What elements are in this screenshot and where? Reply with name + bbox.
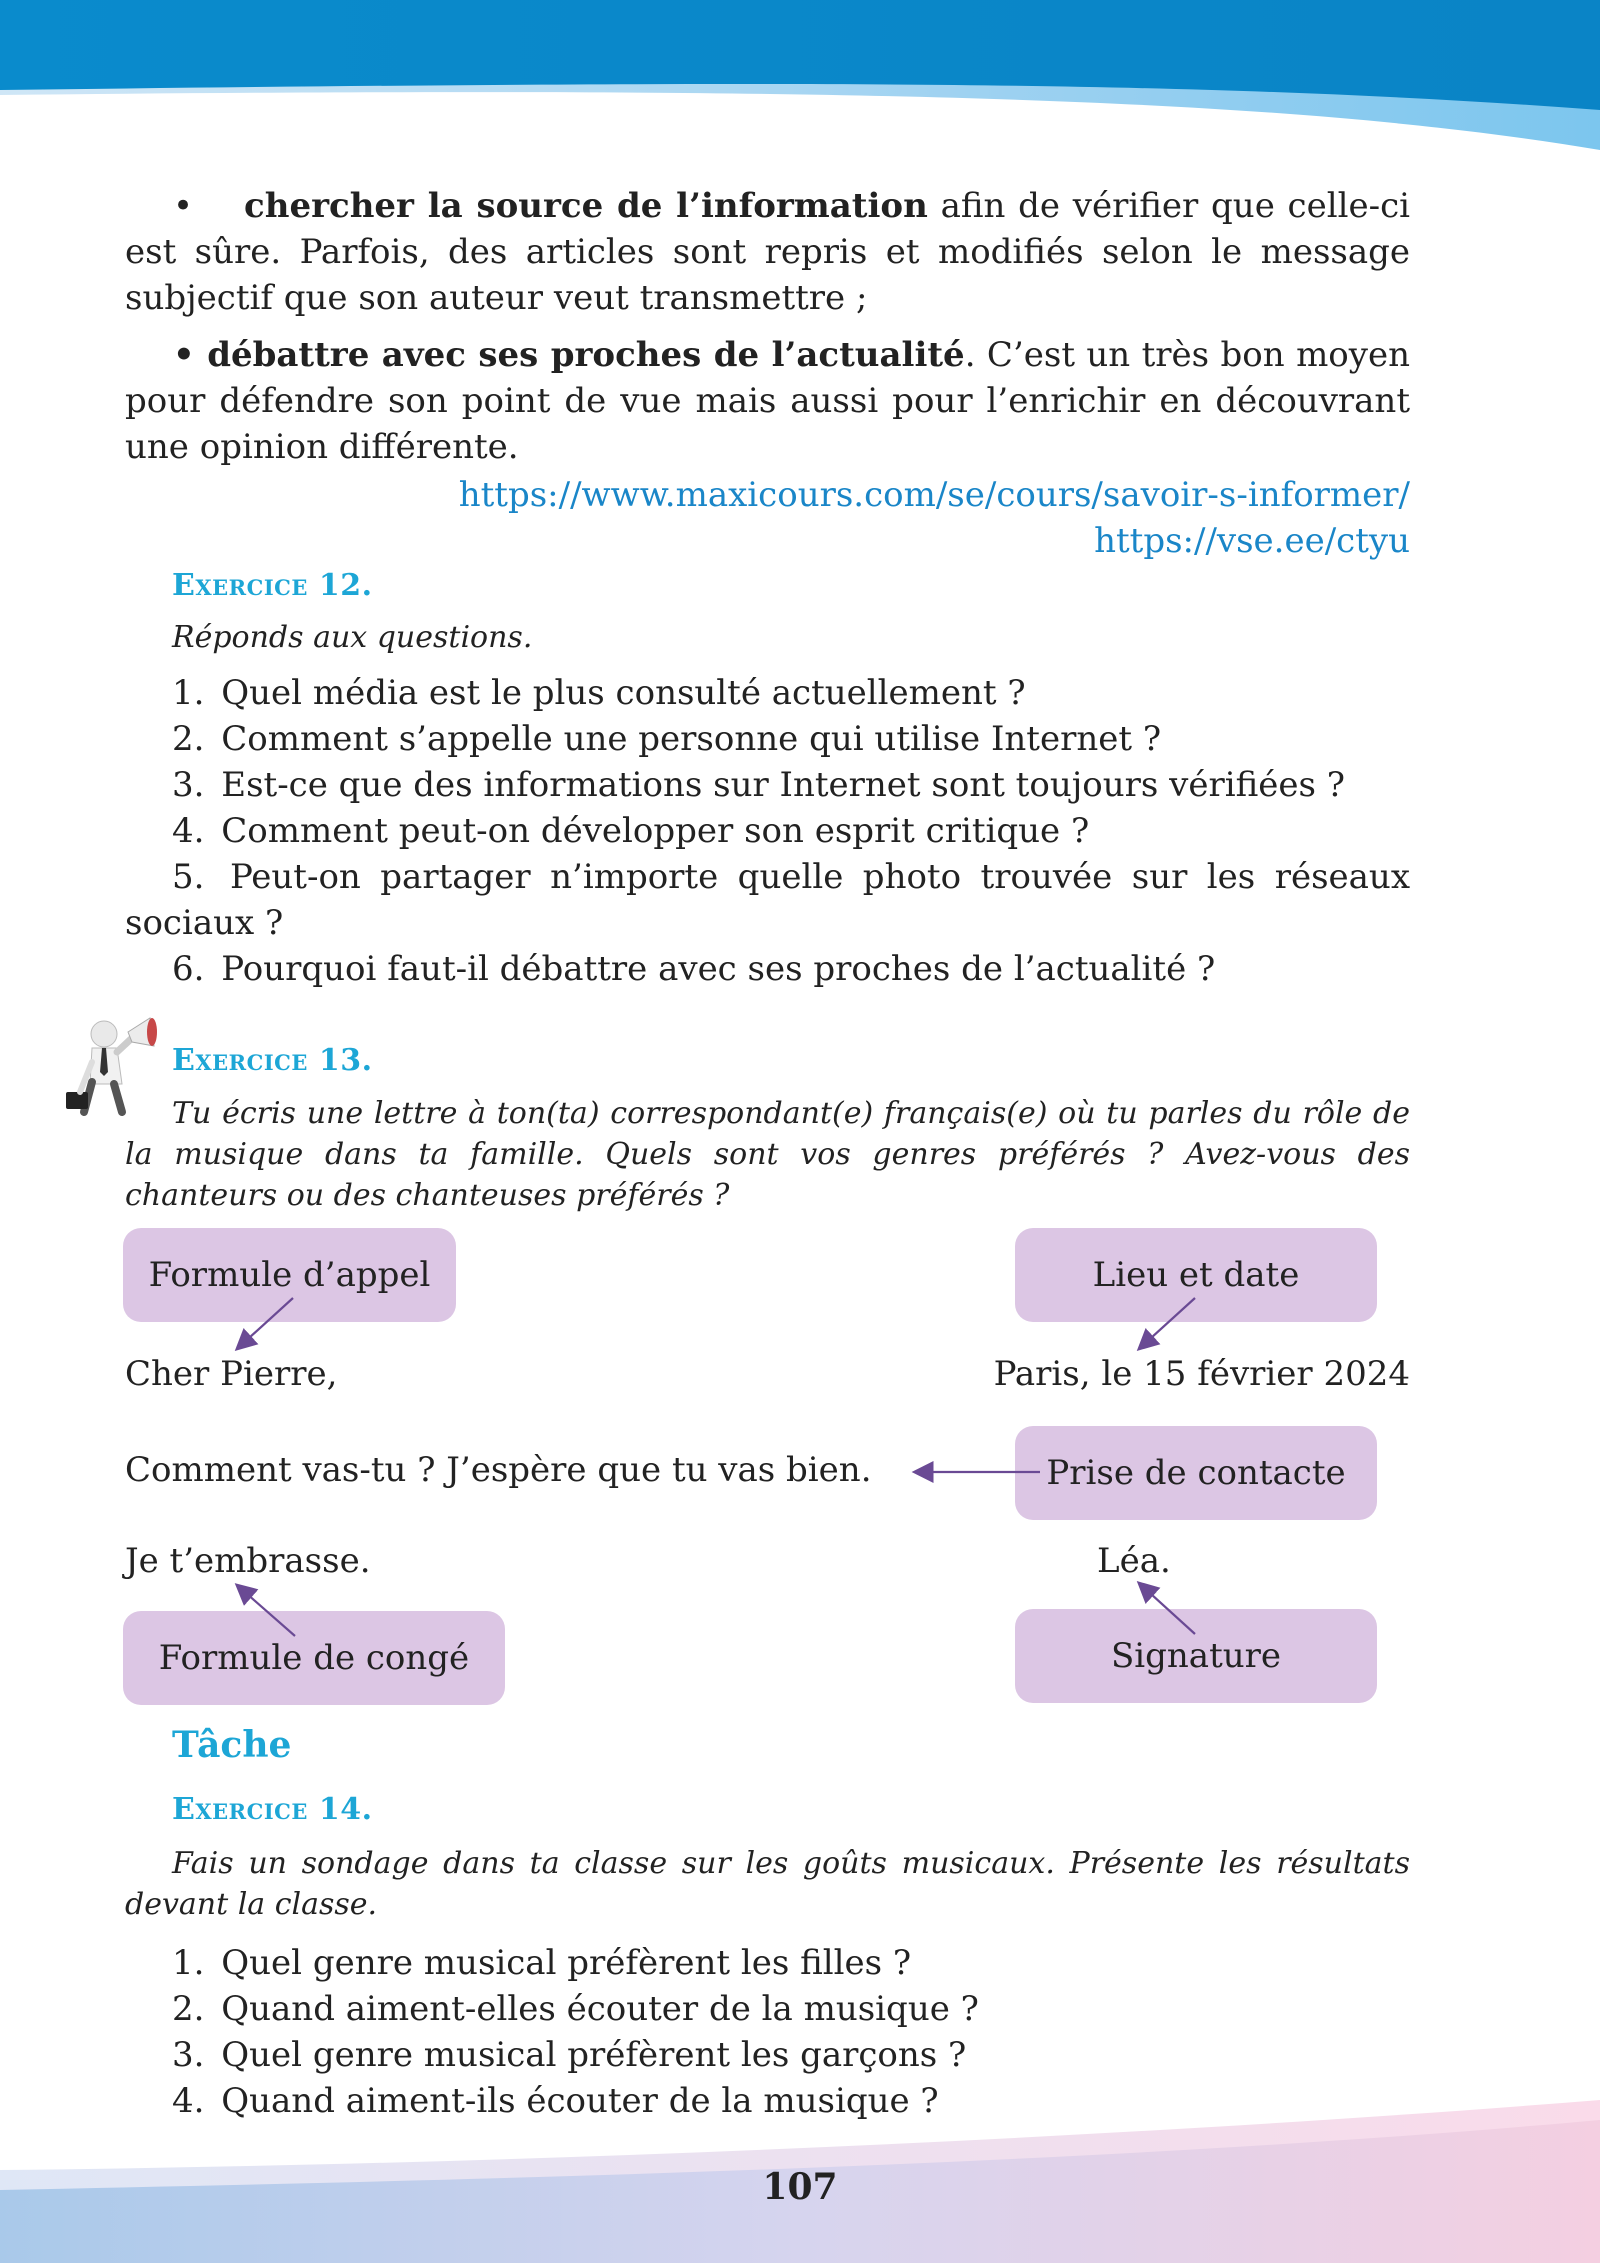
exercise-14-instruction: Fais un sondage dans ta classe sur les goûts musicaux. Présente les résultats devant la classe. xyxy=(125,1846,1410,1922)
exercise-12-instruction: Réponds aux questions. xyxy=(172,620,533,655)
exercise-12-title: Exercice 12. xyxy=(172,568,373,603)
exercise-13-instruction: Tu écris une lettre à ton(ta) correspondant(e) français(e) où tu parles du rôle de la musique dans ta famille. Quels sont vos genres préférés ? Avez-vous des chanteurs ou des chanteuses préférés ? xyxy=(125,1096,1410,1213)
list-item: 2. Comment s’appelle une personne qui utilise Internet ? xyxy=(172,719,1162,759)
bullet1-text: afin de vérifier que celle-ci est sûre. Parfois, des articles sont repris et modifiés selon le message subjectif que son auteur veut transmettre ; xyxy=(125,186,1410,318)
list-item: 6. Pourquoi faut-il débattre avec ses proches de l’actualité ? xyxy=(172,949,1216,989)
letter-signature: Léa. xyxy=(1097,1541,1171,1581)
list-item: 5. Peut-on partager n’importe quelle photo trouvée sur les réseaux sociaux ? xyxy=(125,857,1411,943)
exercise-14-title: Exercice 14. xyxy=(172,1792,373,1827)
bullet1-bold: chercher la source de l’information xyxy=(244,186,928,226)
letter-contact: Comment vas-tu ? J’espère que tu vas bien. xyxy=(125,1450,872,1490)
list-item: 3. Quel genre musical préfèrent les garçons ? xyxy=(172,2035,967,2075)
bullet-dot: • xyxy=(173,186,245,226)
tache-heading: Tâche xyxy=(172,1724,292,1766)
list-item: 3. Est-ce que des informations sur Internet sont toujours vérifiées ? xyxy=(172,765,1345,805)
label-signature: Signature xyxy=(1015,1609,1377,1703)
arrow-formule-conge xyxy=(238,1586,295,1636)
list-item: 1. Quel média est le plus consulté actuellement ? xyxy=(172,673,1026,713)
arrow-signature xyxy=(1140,1584,1195,1634)
bullet2-text: . C’est un très bon moyen pour défendre son point de vue mais aussi pour l’enrichir en découvrant une opinion différente. xyxy=(125,335,1410,467)
label-prise-contacte: Prise de contacte xyxy=(1015,1426,1377,1520)
page-number: 107 xyxy=(762,2166,838,2208)
label-formule-conge: Formule de congé xyxy=(123,1611,505,1705)
label-formule-appel: Formule d’appel xyxy=(123,1228,456,1322)
list-item: 1. Quel genre musical préfèrent les filles ? xyxy=(172,1943,912,1983)
list-item: 4. Comment peut-on développer son esprit critique ? xyxy=(172,811,1090,851)
source-link-1[interactable]: https://www.maxicours.com/se/cours/savoir-s-informer/ xyxy=(458,475,1410,515)
exercise-13-title: Exercice 13. xyxy=(172,1043,373,1078)
list-item: 4. Quand aiment-ils écouter de la musique ? xyxy=(172,2081,939,2121)
arrow-formule-appel xyxy=(238,1298,293,1348)
list-item: 2. Quand aiment-elles écouter de la musique ? xyxy=(172,1989,979,2029)
letter-closing: Je t’embrasse. xyxy=(125,1541,371,1581)
letter-place-date: Paris, le 15 février 2024 xyxy=(993,1354,1410,1394)
source-link-2[interactable]: https://vse.ee/ctyu xyxy=(1094,521,1410,561)
letter-greeting: Cher Pierre, xyxy=(125,1354,338,1394)
label-lieu-date: Lieu et date xyxy=(1015,1228,1377,1322)
bullet2-bold: débattre avec ses proches de l’actualité xyxy=(207,335,965,375)
bullet-dot: • xyxy=(173,335,208,375)
arrow-lieu-date xyxy=(1140,1298,1195,1348)
